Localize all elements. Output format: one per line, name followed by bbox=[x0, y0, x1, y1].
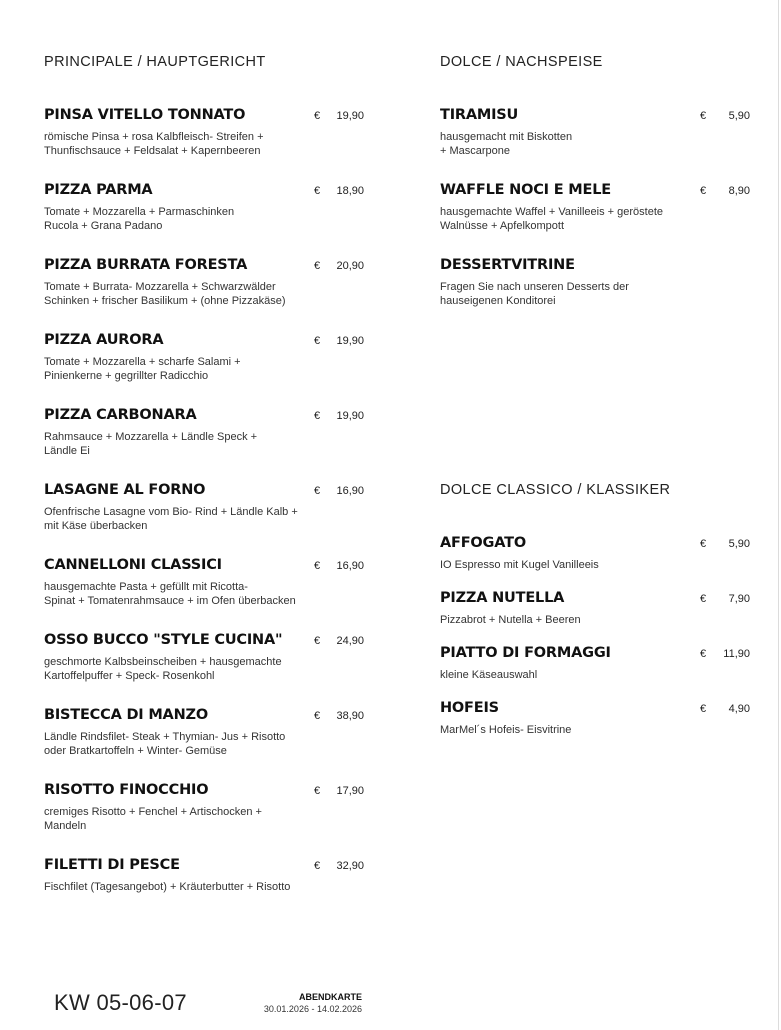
item-name: DESSERTVITRINE bbox=[440, 257, 575, 273]
currency-symbol: € bbox=[314, 485, 321, 497]
item-description: Tomate + Burrata- Mozzarella + Schwarzwälder Schinken + frischer Basilikum + (ohne Pizzakäse) bbox=[44, 281, 286, 307]
item-name: PIZZA CARBONARA bbox=[44, 407, 197, 423]
currency-symbol: € bbox=[314, 335, 321, 347]
item-description: MarMel´s Hofeis- Eisvitrine bbox=[440, 724, 572, 736]
price-amount: 19,90 bbox=[336, 110, 364, 122]
footer-menu-info bbox=[264, 992, 362, 1014]
price-amount: 19,90 bbox=[336, 335, 364, 347]
currency-symbol: € bbox=[700, 648, 707, 660]
currency-symbol: € bbox=[314, 710, 321, 722]
item-description: geschmorte Kalbsbeinscheiben + hausgemachte Kartoffelpuffer + Speck- Rosenkohl bbox=[44, 656, 282, 682]
currency-symbol: € bbox=[314, 260, 321, 272]
currency-symbol: € bbox=[314, 635, 321, 647]
price-amount: 5,90 bbox=[728, 110, 750, 122]
price-amount: 5,90 bbox=[728, 538, 750, 550]
currency-symbol: € bbox=[700, 703, 707, 715]
item-description: Fragen Sie nach unseren Desserts der hauseigenen Konditorei bbox=[440, 281, 629, 307]
item-name: HOFEIS bbox=[440, 700, 499, 716]
calendar-week-label: KW 05-06-07 bbox=[54, 990, 187, 1015]
currency-symbol: € bbox=[314, 110, 321, 122]
item-description: IO Espresso mit Kugel Vanilleeis bbox=[440, 559, 599, 571]
item-name: PIZZA NUTELLA bbox=[440, 590, 565, 606]
item-name: PINSA VITELLO TONNATO bbox=[44, 107, 246, 123]
price-amount: 18,90 bbox=[336, 185, 364, 197]
item-name: BISTECCA DI MANZO bbox=[44, 707, 208, 723]
section-title-classico: DOLCE CLASSICO / KLASSIKER bbox=[440, 482, 671, 498]
price-amount: 38,90 bbox=[336, 710, 364, 722]
price-amount: 7,90 bbox=[728, 593, 750, 605]
item-name: PIATTO DI FORMAGGI bbox=[440, 645, 611, 661]
section-title-dolce: DOLCE / NACHSPEISE bbox=[440, 54, 603, 70]
menu-type-label: ABENDKARTE bbox=[299, 992, 362, 1002]
item-name: FILETTI DI PESCE bbox=[44, 857, 180, 873]
price-amount: 4,90 bbox=[728, 703, 750, 715]
main-course-column bbox=[44, 0, 364, 960]
price-amount: 16,90 bbox=[336, 485, 364, 497]
item-description: kleine Käseauswahl bbox=[440, 669, 538, 681]
price-amount: 8,90 bbox=[728, 185, 750, 197]
currency-symbol: € bbox=[700, 593, 707, 605]
item-name: RISOTTO FINOCCHIO bbox=[44, 782, 209, 798]
price-amount: 16,90 bbox=[336, 560, 364, 572]
currency-symbol: € bbox=[314, 560, 321, 572]
section-title-principale: PRINCIPALE / HAUPTGERICHT bbox=[44, 54, 266, 70]
item-name: LASAGNE AL FORNO bbox=[44, 482, 206, 498]
item-name: CANNELLONI CLASSICI bbox=[44, 557, 222, 573]
dessert-column bbox=[440, 0, 750, 960]
item-description: Tomate + Mozzarella + scharfe Salami + Pinienkerne + gegrillter Radicchio bbox=[44, 356, 241, 382]
page-edge-divider bbox=[778, 0, 779, 1030]
validity-dates: 30.01.2026 - 14.02.2026 bbox=[263, 1004, 362, 1014]
item-name: PIZZA AURORA bbox=[44, 332, 164, 348]
currency-symbol: € bbox=[314, 185, 321, 197]
price-amount: 32,90 bbox=[336, 860, 364, 872]
price-amount: 24,90 bbox=[336, 635, 364, 647]
item-description: Rahmsauce + Mozzarella + Ländle Speck + Ländle Ei bbox=[44, 431, 258, 457]
price-amount: 19,90 bbox=[336, 410, 364, 422]
item-description: hausgemachte Waffel + Vanilleeis + geröstete Walnüsse + Apfelkompott bbox=[440, 206, 663, 232]
item-description: Ländle Rindsfilet- Steak + Thymian- Jus + Risotto oder Bratkartoffeln + Winter- Gemüse bbox=[44, 731, 286, 757]
currency-symbol: € bbox=[700, 110, 707, 122]
item-description: Fischfilet (Tagesangebot) + Kräuterbutter + Risotto bbox=[44, 881, 291, 893]
item-name: OSSO BUCCO "STYLE CUCINA" bbox=[44, 632, 283, 648]
item-description: römische Pinsa + rosa Kalbfleisch- Streifen + Thunfischsauce + Feldsalat + Kapernbeeren bbox=[44, 131, 264, 157]
currency-symbol: € bbox=[314, 785, 321, 797]
price-amount: 11,90 bbox=[723, 648, 750, 660]
price-amount: 20,90 bbox=[336, 260, 364, 272]
price-amount: 17,90 bbox=[336, 785, 364, 797]
currency-symbol: € bbox=[314, 410, 321, 422]
item-description: Tomate + Mozzarella + Parmaschinken Rucola + Grana Padano bbox=[44, 206, 235, 232]
item-description: Ofenfrische Lasagne vom Bio- Rind + Ländle Kalb + mit Käse überbacken bbox=[44, 506, 298, 532]
item-description: hausgemacht mit Biskotten + Mascarpone bbox=[440, 131, 573, 157]
item-name: PIZZA BURRATA FORESTA bbox=[44, 257, 248, 273]
item-name: TIRAMISU bbox=[440, 107, 519, 123]
item-description: Pizzabrot + Nutella + Beeren bbox=[440, 614, 581, 626]
item-name: WAFFLE NOCI E MELE bbox=[440, 182, 611, 198]
item-description: cremiges Risotto + Fenchel + Artischocken + Mandeln bbox=[44, 806, 262, 832]
item-description: hausgemachte Pasta + gefüllt mit Ricotta- Spinat + Tomatenrahmsauce + im Ofen überbacken bbox=[44, 581, 296, 607]
currency-symbol: € bbox=[314, 860, 321, 872]
item-name: AFFOGATO bbox=[440, 535, 526, 551]
item-name: PIZZA PARMA bbox=[44, 182, 153, 198]
currency-symbol: € bbox=[700, 538, 707, 550]
currency-symbol: € bbox=[700, 185, 707, 197]
